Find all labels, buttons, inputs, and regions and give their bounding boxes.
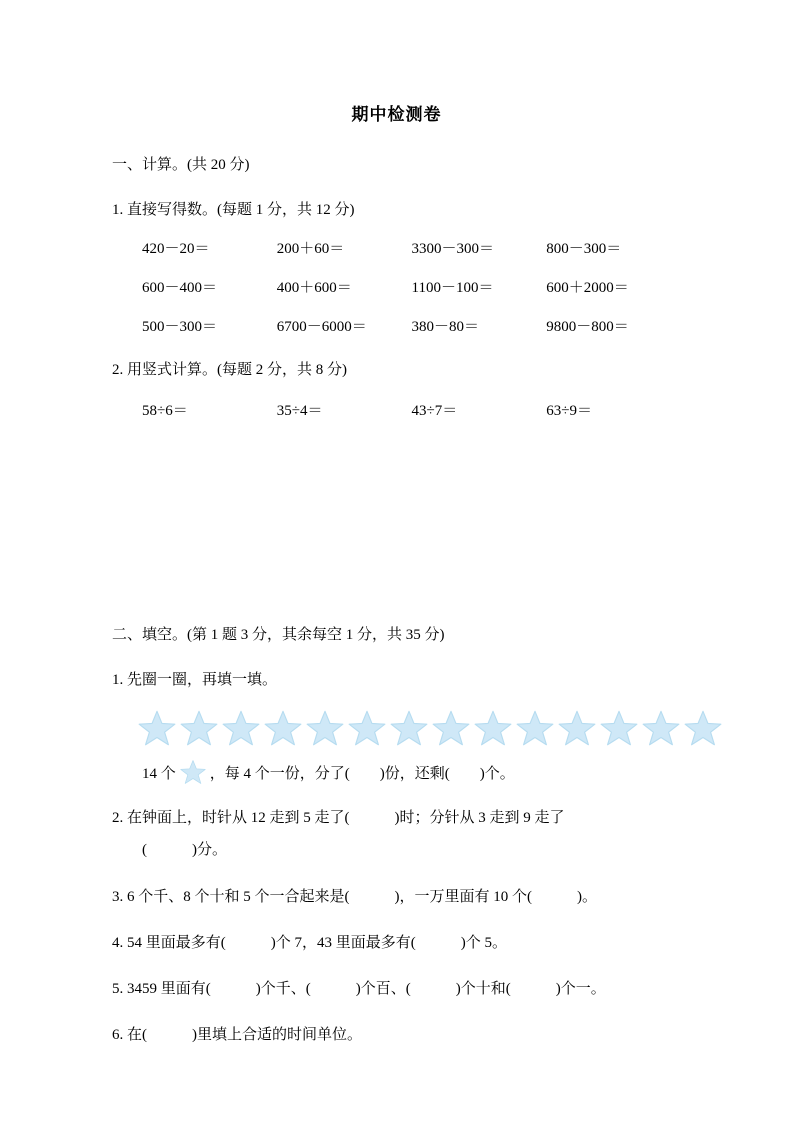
- sentence-rest: ，每 4 个一份，分了( )份，还剩( )个。: [209, 765, 515, 782]
- calc-cell: 35÷4＝: [276, 403, 323, 419]
- star-icon: [600, 709, 638, 747]
- star-icon: [222, 709, 260, 747]
- sentence-prefix: 14 个: [142, 765, 176, 782]
- section-2-item-5: 5. 3459 里面有( )个千、( )个百、( )个十和( )个一。: [112, 981, 606, 997]
- section-1-item-2-label: 2. 用竖式计算。(每题 2 分，共 8 分): [112, 362, 347, 378]
- star-icon: [348, 709, 386, 747]
- section-2-item-2-line-1: 2. 在钟面上，时针从 12 走到 5 走了( )时；分针从 3 走到 9 走了: [112, 810, 565, 826]
- star-icon: [180, 759, 206, 785]
- star-icon: [180, 709, 218, 747]
- calc-cell: 500－300＝: [142, 319, 218, 335]
- calc-row: [112, 399, 681, 420]
- section-2-item-2-line-2: ( )分。: [142, 842, 227, 859]
- calc-cell: 6700－6000＝: [276, 319, 367, 335]
- calc-row: [112, 276, 681, 297]
- calc-cell: 600－400＝: [142, 280, 218, 296]
- calc-cell: 600＋2000＝: [546, 280, 629, 296]
- section-2-item-1-sentence: [112, 759, 681, 785]
- star-icon: [558, 709, 596, 747]
- section-1-item-1-label: 1. 直接写得数。(每题 1 分，共 12 分): [112, 202, 355, 218]
- star-icon: [474, 709, 512, 747]
- section-2-item-1-label: 1. 先圈一圈，再填一填。: [112, 672, 278, 688]
- star-icon: [390, 709, 428, 747]
- calc-cell: 380－80＝: [411, 319, 480, 335]
- calc-cell: 200＋60＝: [276, 241, 345, 257]
- star-icon: [684, 709, 722, 747]
- star-icon: [642, 709, 680, 747]
- calc-row: [112, 237, 681, 258]
- calc-cell: 63÷9＝: [546, 403, 592, 419]
- section-1-heading: 一、计算。(共 20 分): [112, 157, 250, 173]
- section-2-heading: 二、填空。(第 1 题 3 分，其余每空 1 分，共 35 分): [112, 627, 445, 643]
- calc-cell: 420－20＝: [142, 241, 210, 257]
- section-2-item-4: 4. 54 里面最多有( )个 7，43 里面最多有( )个 5。: [112, 934, 507, 951]
- page-title: 期中检测卷: [351, 105, 442, 124]
- calc-cell: 58÷6＝: [142, 403, 188, 419]
- calc-cell: 1100－100＝: [411, 280, 494, 296]
- calc-cell: 800－300＝: [546, 241, 622, 257]
- calc-cell: 400＋600＝: [276, 280, 352, 296]
- star-icon: [516, 709, 554, 747]
- section-2-item-3: 3. 6 个千、8 个十和 5 个一合起来是( )，一万里面有 10 个( )。: [112, 888, 597, 905]
- star-group: [112, 707, 681, 749]
- star-icon: [138, 709, 176, 747]
- calc-cell: 9800－800＝: [546, 319, 629, 335]
- star-icon: [432, 709, 470, 747]
- calc-row: [112, 315, 681, 336]
- answer-work-space: [112, 420, 681, 595]
- star-icon: [306, 709, 344, 747]
- section-2-item-6: 6. 在( )里填上合适的时间单位。: [112, 1027, 362, 1044]
- calc-cell: 43÷7＝: [411, 403, 458, 419]
- calc-cell: 3300－300＝: [411, 241, 495, 257]
- star-icon: [264, 709, 302, 747]
